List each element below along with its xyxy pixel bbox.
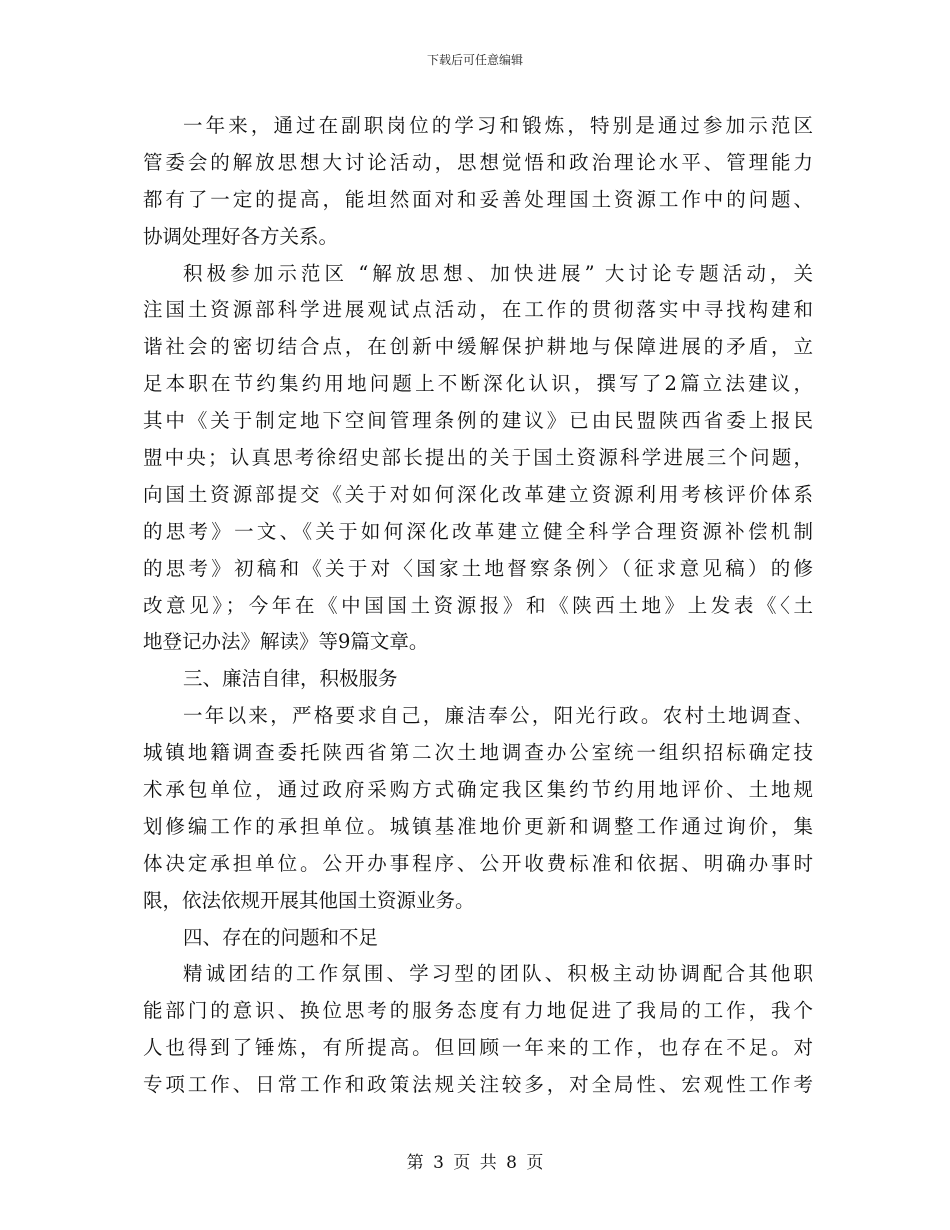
section-heading [143, 920, 813, 957]
text-line: 专项工作、日常工作和政策法规关注较多，对全局性、宏观性工作考 [143, 1073, 813, 1097]
text-line: 体决定承担单位。公开办事程序、公开收费标准和依据、明确办事时 [143, 851, 813, 875]
text-line: 四、存在的问题和不足 [183, 925, 379, 949]
text-line: 限，依法依规开展其他国土资源业务。 [143, 888, 475, 912]
text-line: 一年以来，严格要求自己，廉洁奉公，阳光行政。农村土地调查、 [183, 704, 813, 728]
text-line: 的思考》一文、《关于如何深化改革建立健全科学合理资源补偿机制 [143, 519, 813, 543]
text-line: 三、廉洁自律，积极服务 [183, 667, 398, 691]
section-heading [143, 661, 813, 698]
text-line: 积极参加示范区 “解放思想、加快进展” 大讨论专题活动，关 [183, 261, 813, 285]
text-line: 城镇地籍调查委托陕西省第二次土地调查办公室统一组织招标确定技 [143, 741, 813, 765]
text-line: 能部门的意识、换位思考的服务态度有力地促进了我局的工作，我个 [143, 999, 813, 1023]
paragraph [143, 256, 813, 662]
text-line: 改意见》；今年在《中国国土资源报》和《陕西土地》上发表《〈土 [143, 593, 813, 617]
paragraph [143, 956, 813, 1104]
text-line: 都有了一定的提高，能坦然面对和妥善处理国土资源工作中的问题、 [143, 187, 813, 211]
text-line: 的思考》初稿和《关于对〈国家土地督察条例〉（征求意见稿）的修 [143, 556, 813, 580]
text-line: 精诚团结的工作氛围、学习型的团队、积极主动协调配合其他职 [183, 962, 813, 986]
text-line: 协调处理好各方关系。 [143, 224, 339, 248]
document-body [143, 108, 813, 1104]
paragraph [143, 108, 813, 256]
text-line: 谐社会的密切结合点，在创新中缓解保护耕地与保障进展的矛盾，立 [143, 335, 813, 359]
page-header: 下载后可任意编辑 [426, 53, 523, 67]
text-line: 管委会的解放思想大讨论活动，思想觉悟和政治理论水平、管理能力 [143, 150, 813, 174]
text-line: 一年来，通过在副职岗位的学习和锻炼，特别是通过参加示范区 [183, 114, 813, 137]
text-line: 划修编工作的承担单位。城镇基准地价更新和调整工作通过询价，集 [143, 814, 813, 838]
text-line: 向国土资源部提交《关于对如何深化改革建立资源利用考核评价体系 [143, 482, 813, 506]
page-number: 第 3 页 共 8 页 [406, 1153, 544, 1173]
text-line: 足本职在节约集约用地问题上不断深化认识，撰写了2篇立法建议， [143, 372, 813, 396]
text-line: 地登记办法》解读》等9篇文章。 [143, 630, 429, 654]
text-line: 人也得到了锤炼，有所提高。但回顾一年来的工作，也存在不足。对 [143, 1036, 813, 1060]
text-line: 其中《关于制定地下空间管理条例的建议》已由民盟陕西省委上报民 [143, 409, 813, 433]
text-line: 盟中央；认真思考徐绍史部长提出的关于国土资源科学进展三个问题， [143, 446, 813, 470]
text-line: 注国土资源部科学进展观试点活动，在工作的贯彻落实中寻找构建和 [143, 298, 813, 322]
text-line: 术承包单位，通过政府采购方式确定我区集约节约用地评价、土地规 [143, 778, 813, 802]
paragraph [143, 698, 813, 919]
